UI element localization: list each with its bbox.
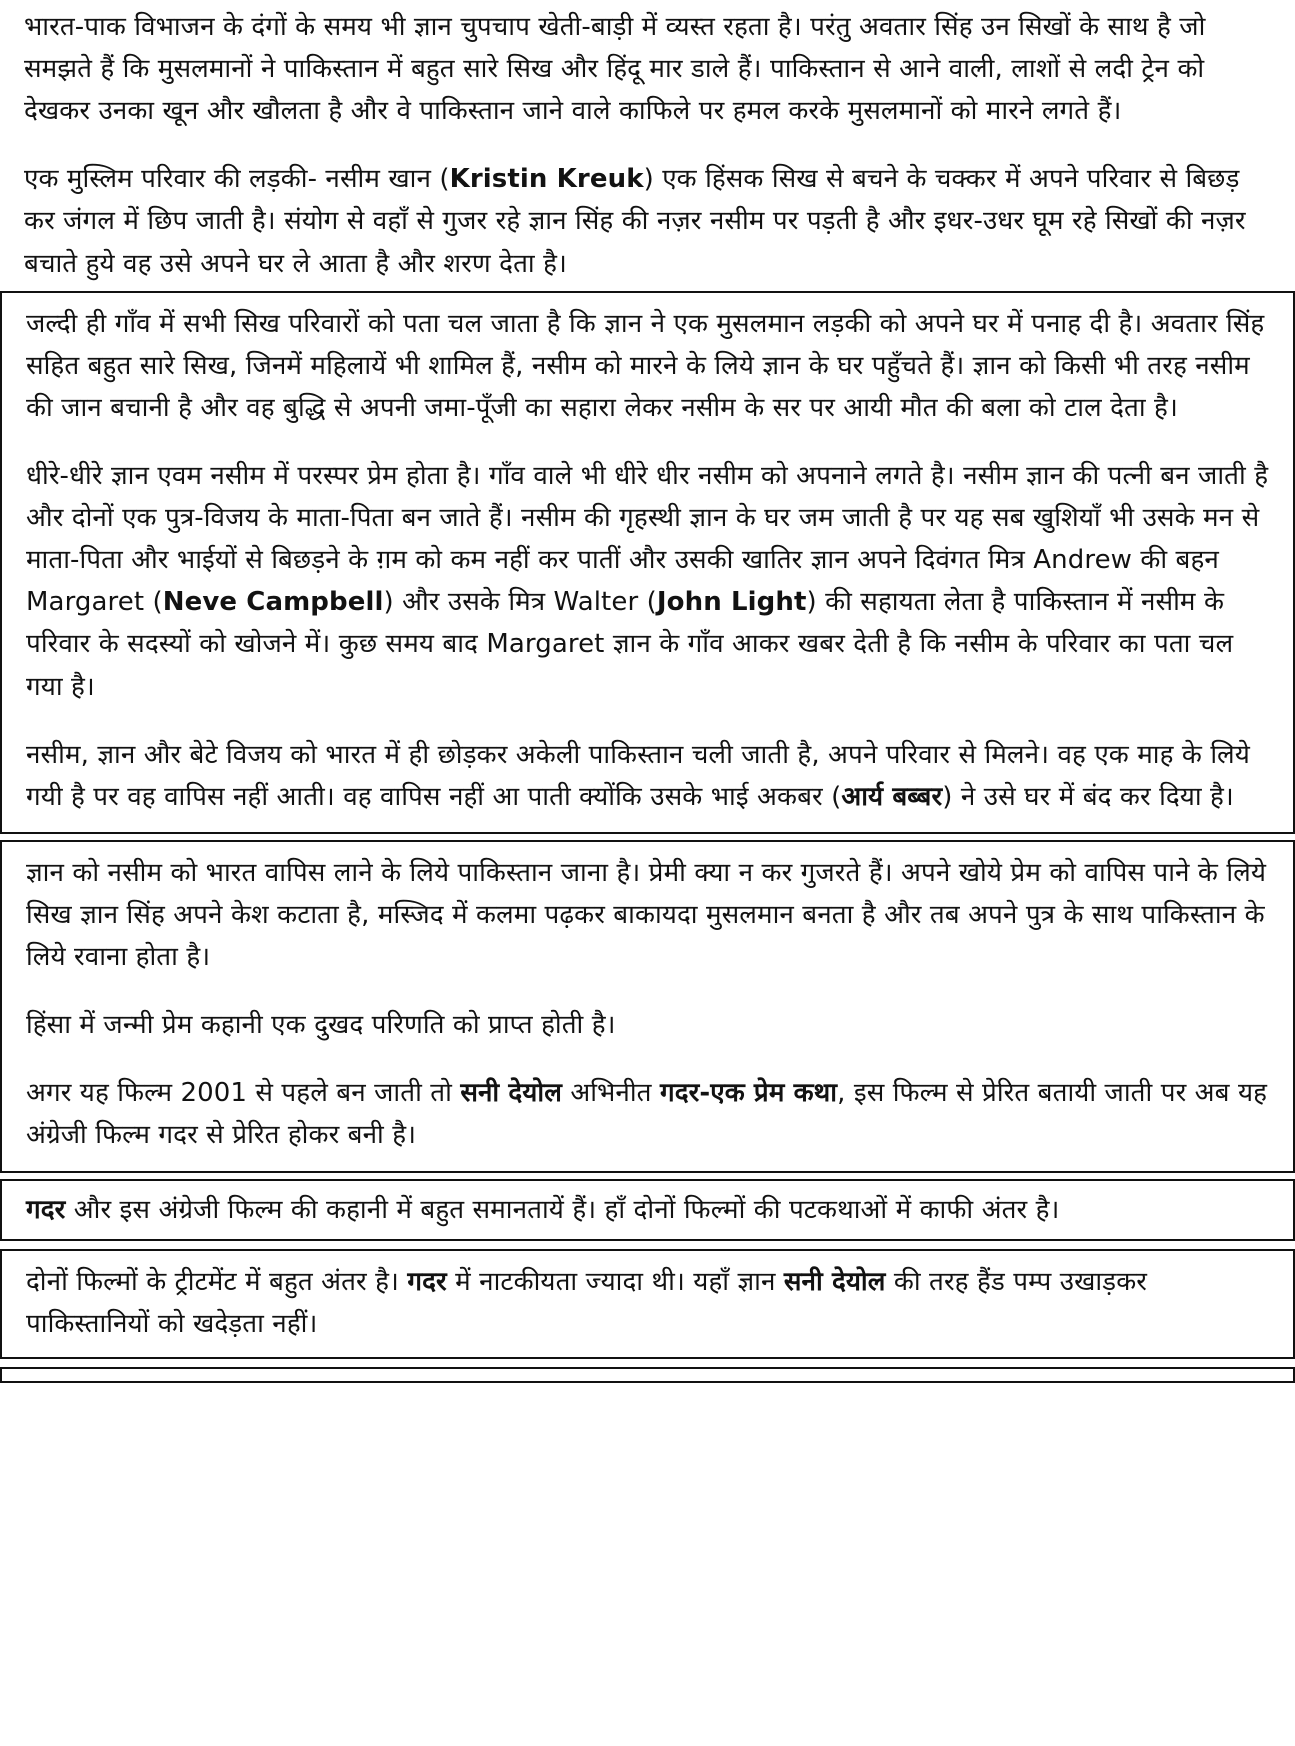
emphasis-text: John Light xyxy=(656,587,807,618)
body-text: नसीम, ज्ञान और बेटे विजय को भारत में ही छोड़कर अकेली पाकिस्तान चली जाती है, अपने परिवार से मिलने। वह एक माह के लिये गयी है पर वह वापिस नहीं आती। वह वापिस नहीं आ पाती क्योंकि उसके भाई अकबर ( xyxy=(26,739,1250,812)
body-text: की तरह हैंड पम्प उखाड़कर पाकिस्तानियों को खदेड़ता नहीं। xyxy=(26,1266,1147,1339)
text-segment-6-partial xyxy=(0,1367,1295,1383)
paragraph xyxy=(24,6,1273,132)
body-text: धीरे-धीरे ज्ञान एवम नसीम में परस्पर प्रेम होता है। गाँव वाले भी धीरे धीर नसीम को अपनाने लगते है। नसीम ज्ञान की पत्नी बन जाती है और दोनों एक पुत्र-विजय के माता-पिता बन जाते हैं। नसीम की गृहस्थी ज्ञान के घर जम जाती है पर यह सब खुशियाँ भी उसके मन से माता-पिता और भाईयों से बिछड़ने के ग़म को कम नहीं कर पातीं और उसकी खातिर ज्ञान अपने दिवंगत मित्र Andrew की बहन Margaret ( xyxy=(26,460,1269,618)
emphasis-text: Neve Campbell xyxy=(162,587,384,618)
body-text: एक मुस्लिम परिवार की लड़की- नसीम खान ( xyxy=(24,164,450,195)
paragraph xyxy=(26,852,1271,978)
body-text: ज्ञान को नसीम को भारत वापिस लाने के लिये पाकिस्तान जाना है। प्रेमी क्या न कर गुजरते हैं। अपने खोये प्रेम को वापिस पाने के लिये सिख ज्ञान सिंह अपने केश कटाता है, मस्जिद में कलमा पढ़कर बाकायदा मुसलमान बनता है और तब अपने पुत्र के साथ पाकिस्तान के लिये रवाना होता है। xyxy=(26,857,1266,973)
emphasis-text: सनी देयोल xyxy=(783,1266,886,1297)
paragraph xyxy=(26,1004,1271,1046)
paragraph xyxy=(26,734,1271,818)
text-segment-4 xyxy=(0,1179,1295,1241)
paragraph xyxy=(26,1189,1271,1231)
text-segment-1 xyxy=(0,0,1295,287)
body-text: ) और उसके मित्र Walter ( xyxy=(383,587,657,618)
emphasis-text: गदर xyxy=(407,1266,447,1297)
text-segment-2 xyxy=(0,291,1295,834)
text-segment-5 xyxy=(0,1249,1295,1359)
body-text: में नाटकीयता ज्यादा थी। यहाँ ज्ञान xyxy=(446,1266,784,1297)
body-text: ) ने उसे घर में बंद कर दिया है। xyxy=(942,781,1234,812)
body-text: दोनों फिल्मों के ट्रीटमेंट में बहुत अंतर है। xyxy=(26,1266,408,1297)
body-text: हिंसा में जन्मी प्रेम कहानी एक दुखद परिणति को प्राप्त होती है। xyxy=(26,1010,616,1041)
body-text: भारत-पाक विभाजन के दंगों के समय भी ज्ञान चुपचाप खेती-बाड़ी में व्यस्त रहता है। परंतु अवतार सिंह उन सिखों के साथ है जो समझते हैं कि मुसलमानों ने पाकिस्तान में बहुत सारे सिख और हिंदू मार डाले हैं। पाकिस्तान से आने वाली, लाशों से लदी ट्रेन को देखकर उनका खून और खौलता है और वे पाकिस्तान जाने वाले काफिले पर हमल करके मुसलमानों को मारने लगते हैं। xyxy=(24,12,1206,127)
emphasis-text: गदर xyxy=(26,1194,66,1225)
paragraph xyxy=(26,1072,1271,1156)
body-text: ) की सहायता लेता है पाकिस्तान में नसीम के परिवार के सदस्यों को खोजने में। कुछ समय बाद Margaret ज्ञान के गाँव आकर खबर देती है कि नसीम के परिवार का पता चल गया है। xyxy=(26,587,1234,702)
body-text: ) एक हिंसक सिख से बचने के चक्कर में अपने परिवार से बिछड़ कर जंगल में छिप जाती है। संयोग से वहाँ से गुजर रहे ज्ञान सिंह की नज़र नसीम पर पड़ती है और इधर-उधर घूम रहे सिखों की नज़र बचाते हुये वह उसे अपने घर ले आता है और शरण देता है। xyxy=(24,164,1246,279)
text-segment-3 xyxy=(0,840,1295,1173)
paragraph xyxy=(24,158,1273,284)
emphasis-text: आर्य बब्बर xyxy=(841,781,943,812)
body-text: , इस फिल्म से प्रेरित बतायी जाती पर अब यह अंग्रेजी फिल्म गदर से प्रेरित होकर बनी है। xyxy=(26,1078,1268,1151)
emphasis-text: Kristin Kreuk xyxy=(449,164,644,195)
body-text: अभिनीत xyxy=(561,1078,660,1109)
emphasis-text: सनी देयोल xyxy=(460,1078,562,1109)
emphasis-text: गदर-एक प्रेम कथा xyxy=(659,1078,838,1109)
paragraph xyxy=(26,1261,1271,1345)
body-text: जल्दी ही गाँव में सभी सिख परिवारों को पता चल जाता है कि ज्ञान ने एक मुसलमान लड़की को अपने घर में पनाह दी है। अवतार सिंह सहित बहुत सारे सिख, जिनमें महिलायें भी शामिल हैं, नसीम को मारने के लिये ज्ञान के घर पहुँचते हैं। ज्ञान को किसी भी तरह नसीम की जान बचानी है और वह बुद्धि से अपनी जमा-पूँजी का सहारा लेकर नसीम के सर पर आयी मौत की बला को टाल देता है। xyxy=(26,308,1265,423)
paragraph xyxy=(26,455,1271,708)
body-text: अगर यह फिल्म 2001 से पहले बन जाती तो xyxy=(26,1078,461,1109)
paragraph xyxy=(26,303,1271,429)
body-text: और इस अंग्रेजी फिल्म की कहानी में बहुत समानतायें हैं। हाँ दोनों फिल्मों की पटकथाओं में काफी अंतर है। xyxy=(65,1194,1060,1225)
